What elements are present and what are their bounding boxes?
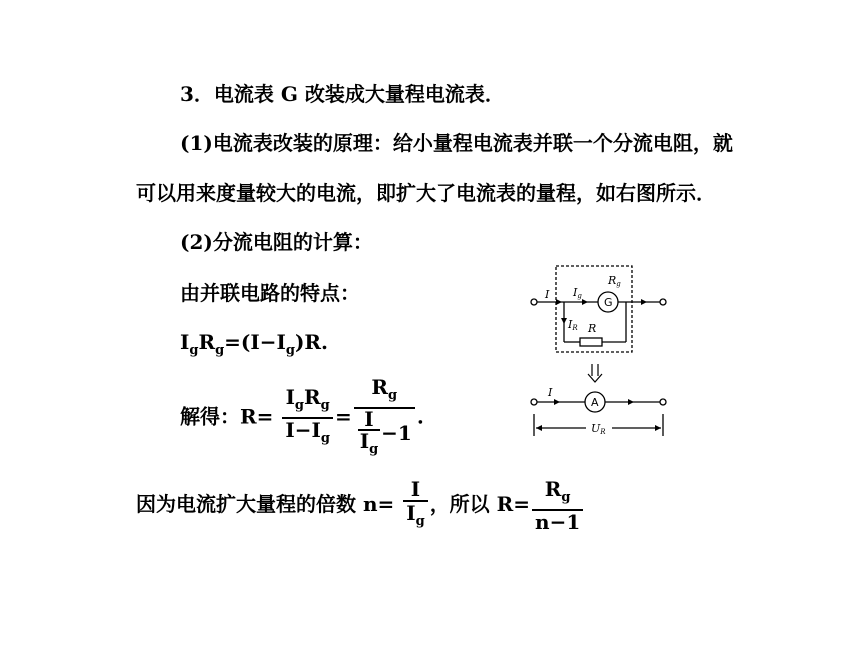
paragraph-calc-title: (2)分流电阻的计算： <box>180 230 373 254</box>
label-current-IR: IR <box>568 318 578 332</box>
fraction-rg-over-ratio: $R_g$ $\frac{I}{I_g}$ −1 <box>354 376 415 460</box>
label-A: A <box>591 396 599 409</box>
label-voltage-U: UR <box>591 422 606 436</box>
shunt-resistor-symbol <box>580 338 602 346</box>
fraction-i-over-ig: $\frac{I}{I_g}$ <box>403 478 427 533</box>
transform-arrow-icon <box>588 364 602 382</box>
label-current-I: I <box>545 288 550 301</box>
equation-solution: 解得：R= $\frac{I_gR_g}{I-I_g}$ = $R_g$ $\frac{I}{I_g}$ −1 . <box>180 376 424 460</box>
shunt-circuit-diagram <box>528 262 668 357</box>
fraction-igrg-over-i-minus-ig: $\frac{I_gR_g}{I-I_g}$ <box>282 386 333 450</box>
label-current-I: I <box>548 386 553 399</box>
equation-multiplier: 因为电流扩大量程的倍数 n= $\frac{I}{I_g}$ ，所以 R= $\frac{R_g}{n-1}$ <box>136 478 585 533</box>
label-G: G <box>604 296 613 309</box>
label-resistance-Rg: Rg <box>608 274 621 288</box>
equivalent-ammeter-diagram <box>528 362 668 442</box>
paragraph-parallel: 由并联电路的特点： <box>180 281 360 305</box>
equation-parallel: $I_gR_g=(I-I_g)R$. <box>180 330 329 358</box>
fraction-rg-over-n-minus-1: $\frac{R_g}{n-1}$ <box>532 478 583 533</box>
label-current-Ig: Ig <box>573 286 582 300</box>
paragraph-principle-line1: (1)电流表改装的原理：给小量程电流表并联一个分流电阻，就 <box>180 131 733 155</box>
paragraph-principle-line2: 可以用来度量较大的电流，即扩大了电流表的量程，如右图所示． <box>136 181 716 205</box>
heading: 3．电流表 G 改装成大量程电流表． <box>180 82 505 106</box>
label-resistance-R: R <box>588 322 597 335</box>
